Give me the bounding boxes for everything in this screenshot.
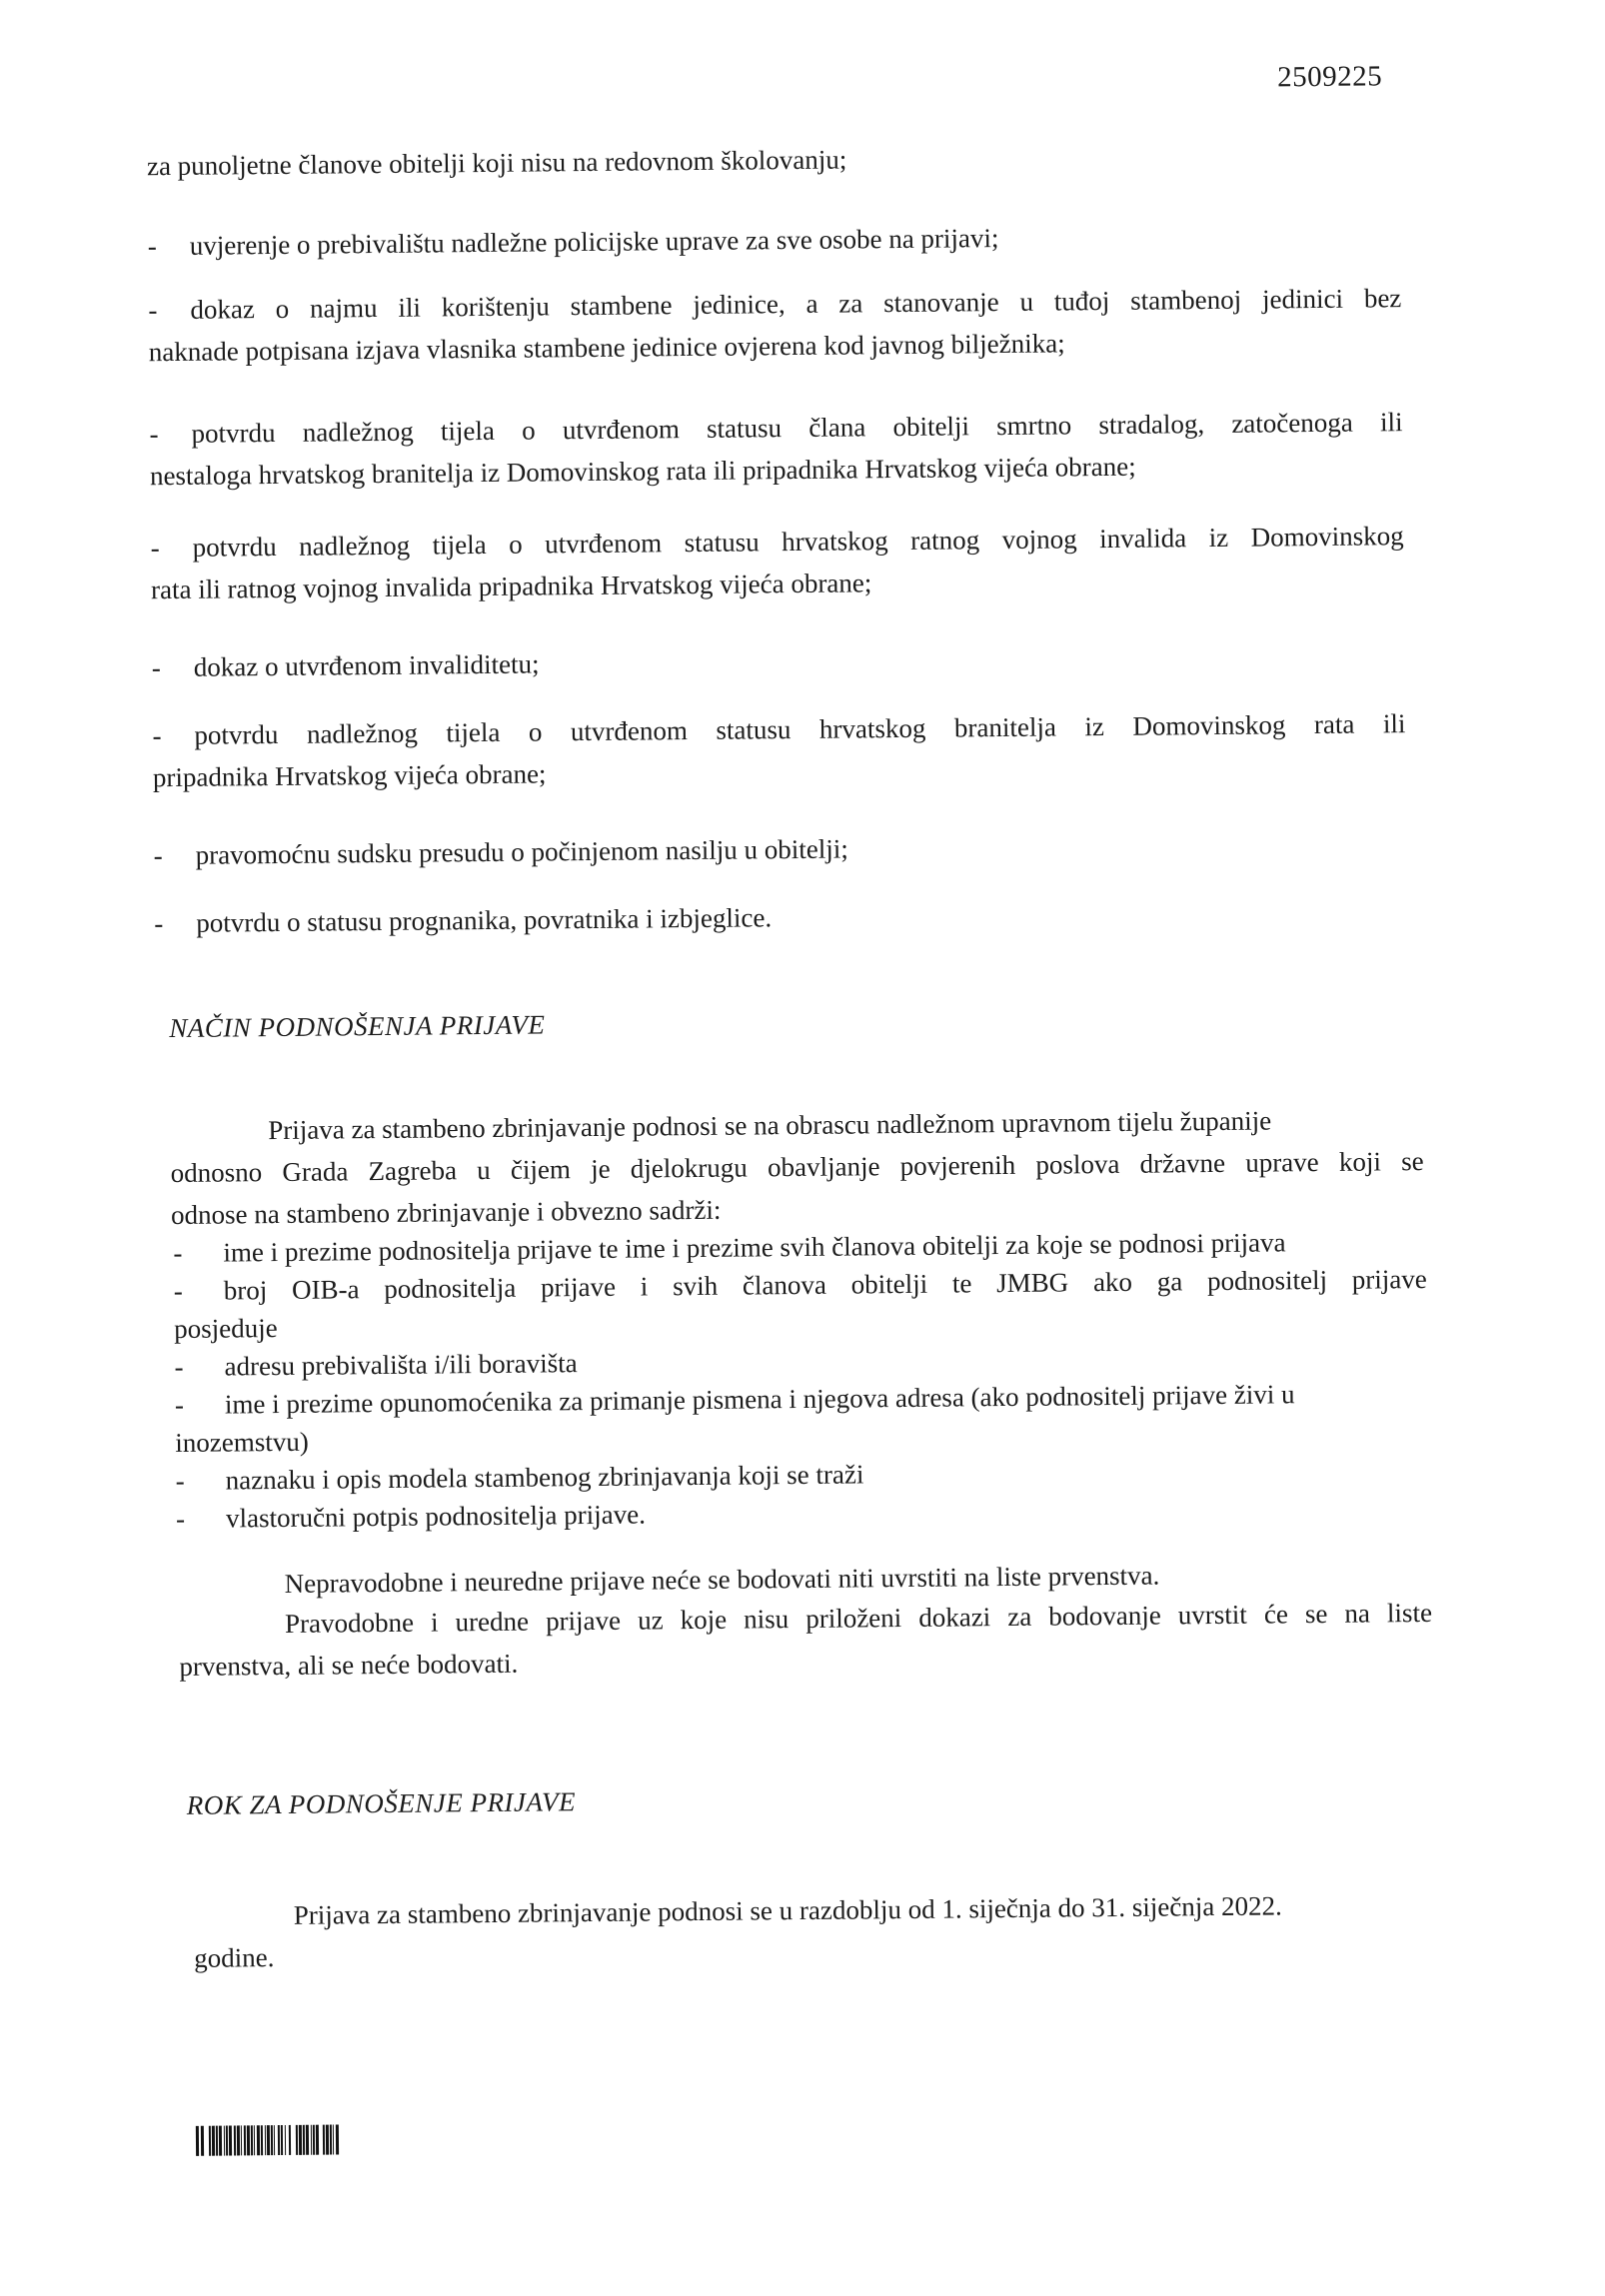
list-item-continuation: posjeduje — [174, 1313, 278, 1345]
list-item-text: potvrdu nadležnog tijela o utvrđenom statusu hrvatskog ratnog vojnog invalida iz Domovinskog — [192, 521, 1404, 563]
list-item — [148, 278, 1401, 330]
section-heading-submission: NAČIN PODNOŠENJA PRIJAVE — [169, 1009, 546, 1044]
list-marker: - — [173, 1275, 183, 1307]
list-item — [150, 516, 1403, 568]
list-item-text: naznaku i opis modela stambenog zbrinjavanja koji se traži — [225, 1459, 864, 1496]
list-item-text: pravomoćnu sudsku presudu o počinjenom nasilju u obitelji; — [195, 833, 848, 870]
list-item — [174, 1343, 578, 1387]
list-continuation: za punoljetne članove obitelji koji nisu na redovnom školovanju; — [146, 144, 847, 182]
list-marker: - — [147, 231, 157, 262]
list-item-text: uvjerenje o prebivalištu nadležne policijske uprave za sve osobe na prijavi; — [189, 223, 999, 261]
list-item-continuation: naknade potpisana izjava vlasnika stambene jedinice ovjerena kod javnog bilježnika; — [148, 328, 1065, 368]
paragraph-line: odnosno Grada Zagreba u čijem je djelokrugu obavljanje povjerenih poslova državne uprave koji se — [170, 1146, 1424, 1189]
paragraph-line: Prijava za stambeno zbrinjavanje podnosi se u razdoblju od 1. siječnja do 31. siječnja 2022. — [293, 1890, 1282, 1930]
list-item — [152, 643, 540, 687]
list-item-continuation: nestaloga hrvatskog branitelja iz Domovinskog rata ili pripadnika Hrvatskog vijeća obrane; — [149, 451, 1136, 492]
list-item-text: dokaz o utvrđenom invaliditetu; — [193, 648, 540, 682]
list-item — [153, 829, 848, 876]
list-item — [176, 1494, 646, 1539]
section-heading-deadline: ROK ZA PODNOŠENJE PRIJAVE — [186, 1786, 577, 1820]
list-marker: - — [148, 295, 158, 326]
paragraph-line: Pravodobne i uredne prijave uz koje nisu priloženi dokazi za bodovanje uvrstit će se na liste — [284, 1597, 1433, 1639]
list-marker: - — [151, 652, 161, 683]
barcode — [196, 2123, 456, 2155]
list-item-continuation: rata ili ratnog vojnog invalida pripadnika Hrvatskog vijeća obrane; — [150, 568, 872, 605]
list-item — [152, 703, 1405, 755]
list-marker: - — [174, 1389, 185, 1421]
paragraph-line: prvenstva, ali se neće bodovati. — [179, 1648, 519, 1682]
list-item-text: potvrdu nadležnog tijela o utvrđenom statusu hrvatskog branitelja iz Domovinskog rata ili — [194, 708, 1406, 750]
list-marker: - — [150, 533, 160, 564]
list-marker: - — [174, 1351, 184, 1383]
list-marker: - — [175, 1503, 186, 1535]
list-marker: - — [154, 908, 164, 939]
paragraph-line: godine. — [194, 1942, 275, 1973]
list-item-text: vlastoručni potpis podnositelja prijave. — [225, 1499, 647, 1534]
list-marker: - — [173, 1237, 183, 1269]
paragraph-line: Prijava za stambeno zbrinjavanje podnosi se na obrascu nadležnom upravnom tijelu županije — [268, 1105, 1272, 1146]
list-item-text: ime i prezime podnositelja prijave te ime i prezime svih članova obitelji za koje se podnosi prijava — [223, 1227, 1286, 1268]
list-item-text: ime i prezime opunomoćenika za primanje pismena i njegova adresa (ako podnositelj prijave živi u — [224, 1379, 1295, 1420]
list-marker: - — [175, 1465, 185, 1497]
list-item-continuation: pripadnika Hrvatskog vijeća obrane; — [152, 758, 547, 793]
list-item — [154, 897, 772, 943]
list-item-text: potvrdu o statusu prognanika, povratnika i izbjeglice. — [196, 902, 773, 938]
list-item-text: dokaz o najmu ili korištenju stambene jedinice, a za stanovanje u tuđoj stambenoj jedinici bez — [190, 283, 1402, 325]
list-item-continuation: inozemstvu) — [175, 1426, 309, 1459]
paragraph-line: Nepravodobne i neuredne prijave neće se bodovati niti uvrstiti na liste prvenstva. — [284, 1560, 1160, 1599]
document-number: 2509225 — [1277, 60, 1383, 94]
list-item — [175, 1454, 863, 1501]
list-marker: - — [149, 419, 159, 450]
list-item-text: broj OIB-a podnositelja prijave i svih članova obitelji te JMBG ako ga podnositelj prijave — [223, 1263, 1427, 1306]
paragraph-line: odnose na stambeno zbrinjavanje i obvezno sadrži: — [170, 1194, 722, 1231]
list-marker: - — [152, 720, 162, 751]
list-item-text: potvrdu nadležnog tijela o utvrđenom statusu člana obitelji smrtno stradalog, zatočenoga ili — [191, 407, 1403, 449]
list-marker: - — [153, 840, 163, 871]
list-item — [148, 218, 999, 266]
list-item-text: adresu prebivališta i/ili boravišta — [224, 1348, 578, 1382]
list-item — [149, 402, 1402, 454]
barcode-bar — [339, 2124, 341, 2154]
